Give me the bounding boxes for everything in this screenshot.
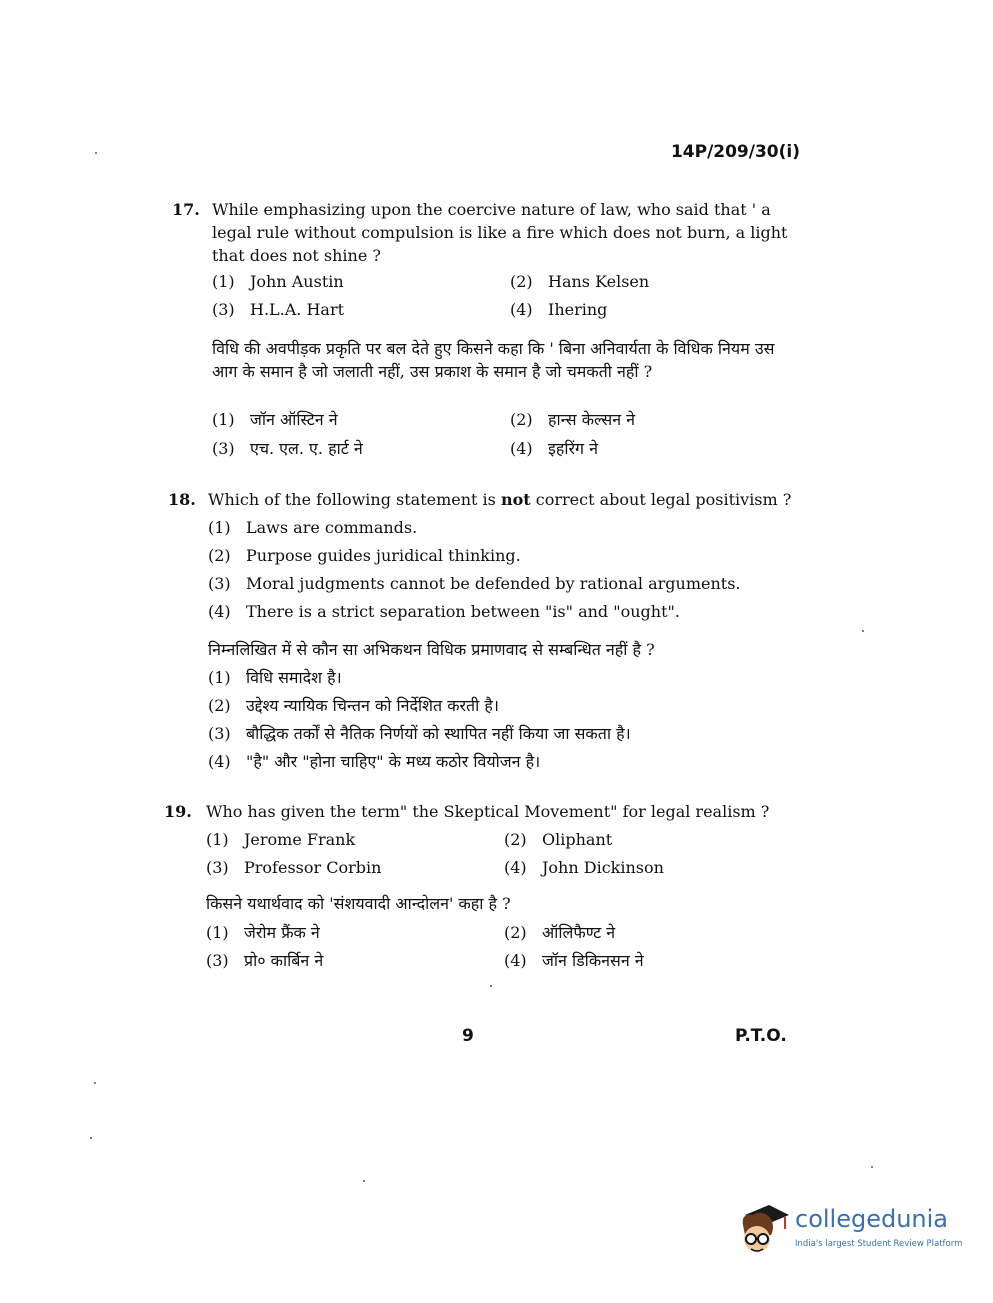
- option-3-hi: (3) प्रो० कार्बिन ने: [206, 951, 324, 970]
- question-text-hi: निम्नलिखित में से कौन सा अभिकथन विधिक प्रमाणवाद से सम्बन्धित नहीं है ?: [208, 640, 655, 659]
- pto-label: P.T.O.: [735, 1026, 787, 1046]
- option-4-en: (4) Ihering: [510, 300, 608, 319]
- paper-code: 14P/209/30(i): [670, 142, 800, 162]
- logo-tagline: India's largest Student Review Platform: [795, 1239, 963, 1249]
- option-4-hi: (4) "है" और "होना चाहिए" के मध्य कठोर वियोजन है।: [208, 752, 541, 771]
- option-4-en: (4) There is a strict separation between "is" and "ought".: [208, 602, 680, 621]
- option-4-en: (4) John Dickinson: [504, 858, 664, 877]
- option-3-en: (3) Professor Corbin: [206, 858, 382, 877]
- option-1-hi: (1) विधि समादेश है।: [208, 668, 342, 687]
- question-text-hi: किसने यथार्थवाद को 'संशयवादी आन्दोलन' कहा है ?: [206, 894, 511, 913]
- question-text-en: Which of the following statement is not correct about legal positivism ?: [208, 490, 792, 509]
- option-2-hi: (2) हान्स केल्सन ने: [510, 410, 636, 429]
- option-1-en: (1) Laws are commands.: [208, 518, 418, 537]
- question-number: 17.: [172, 200, 200, 219]
- option-1-hi: (1) जेरोम फ्रैंक ने: [206, 923, 320, 942]
- page-number: 9: [462, 1026, 474, 1046]
- option-2-en: (2) Hans Kelsen: [510, 272, 650, 291]
- question-number: 18.: [168, 490, 196, 509]
- scan-speck: [94, 1082, 96, 1084]
- option-4-hi: (4) जॉन डिकिनसन ने: [504, 951, 644, 970]
- option-3-en: (3) Moral judgments cannot be defended by rational arguments.: [208, 574, 741, 593]
- option-1-hi: (1) जॉन ऑस्टिन ने: [212, 410, 338, 429]
- logo-name: collegedunia: [795, 1205, 949, 1233]
- option-2-en: (2) Oliphant: [504, 830, 613, 849]
- mascot-icon: [735, 1199, 793, 1261]
- scan-speck: [363, 1180, 365, 1182]
- question-number: 19.: [164, 802, 192, 821]
- question-text-hi: विधि की अवपीड़क प्रकृति पर बल देते हुए किसने कहा कि ' बिना अनिवार्यता के विधिक नियम उस आग के समान है जो जलाती नहीं, उस प्रकाश के समान है जो चमकती नहीं ?: [212, 339, 775, 381]
- option-2-hi: (2) उद्देश्य न्यायिक चिन्तन को निर्देशित करती है।: [208, 696, 499, 715]
- option-1-en: (1) John Austin: [212, 272, 344, 291]
- option-1-en: (1) Jerome Frank: [206, 830, 356, 849]
- scan-speck: [90, 1137, 92, 1139]
- scan-speck: [862, 630, 864, 632]
- option-3-en: (3) H.L.A. Hart: [212, 300, 345, 319]
- scan-speck: [490, 985, 492, 987]
- option-3-hi: (3) बौद्धिक तर्कों से नैतिक निर्णयों को स्थापित नहीं किया जा सकता है।: [208, 724, 631, 743]
- question-text-en: Who has given the term" the Skeptical Movement" for legal realism ?: [206, 802, 770, 821]
- scan-speck: [95, 152, 97, 154]
- option-4-hi: (4) इहरिंग ने: [510, 439, 599, 458]
- question-text-en: While emphasizing upon the coercive nature of law, who said that ' a legal rule without compulsion is like a fire which does not burn, a light that does not shine ?: [212, 200, 788, 265]
- option-3-hi: (3) एच. एल. ए. हार्ट ने: [212, 439, 363, 458]
- option-2-en: (2) Purpose guides juridical thinking.: [208, 546, 521, 565]
- scan-speck: [871, 1166, 873, 1168]
- collegedunia-logo[interactable]: [735, 1195, 965, 1265]
- option-2-hi: (2) ऑलिफैण्ट ने: [504, 923, 616, 942]
